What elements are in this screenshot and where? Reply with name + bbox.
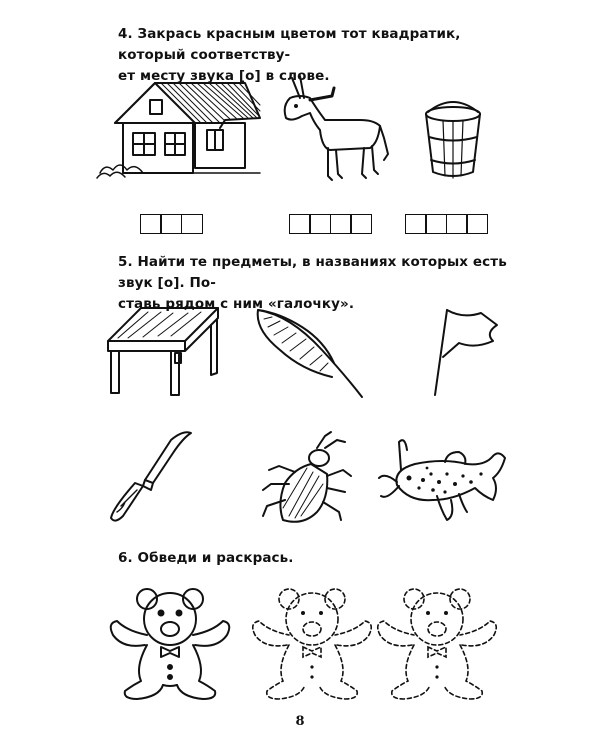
catfish-icon (375, 430, 510, 540)
house-icon (95, 78, 265, 188)
table-icon (103, 303, 223, 398)
task-4-line-1: 4. Закрась красным цветом тот квадратик, который соответству- (118, 26, 461, 63)
teddy-bear-dotted-icon (370, 587, 505, 702)
sound-box[interactable] (425, 214, 447, 234)
sound-box[interactable] (289, 214, 311, 234)
sound-box[interactable] (330, 214, 352, 234)
task-4-line-2: ет месту звука [о] в слове. (118, 68, 330, 84)
sound-box[interactable] (140, 214, 162, 234)
sound-box[interactable] (350, 214, 372, 234)
sound-boxes-donkey (289, 214, 372, 234)
sound-boxes-bucket (405, 214, 488, 234)
knife-icon (103, 428, 198, 528)
sound-box[interactable] (446, 214, 468, 234)
teddy-bear-dotted-icon (245, 587, 380, 702)
sound-box[interactable] (405, 214, 427, 234)
task-5-line-1: 5. Найти те предметы, в названиях которых есть звук [о]. По- (118, 254, 507, 291)
flag-icon (425, 305, 505, 400)
task-6-line-1: 6. Обведи и раскрась. (118, 550, 294, 566)
task-5-line-2: ставь рядом с ним «галочку». (118, 296, 355, 312)
sound-box[interactable] (181, 214, 203, 234)
donkey-icon (270, 68, 390, 188)
sound-box[interactable] (160, 214, 182, 234)
teddy-bear-icon (103, 587, 238, 702)
feather-icon (250, 305, 370, 405)
sound-boxes-house (140, 214, 203, 234)
page-number: 8 (295, 714, 305, 729)
bucket-icon (418, 92, 488, 182)
sound-box[interactable] (466, 214, 488, 234)
task-6-instruction (118, 548, 518, 569)
sound-box[interactable] (309, 214, 331, 234)
beetle-icon (255, 428, 355, 528)
